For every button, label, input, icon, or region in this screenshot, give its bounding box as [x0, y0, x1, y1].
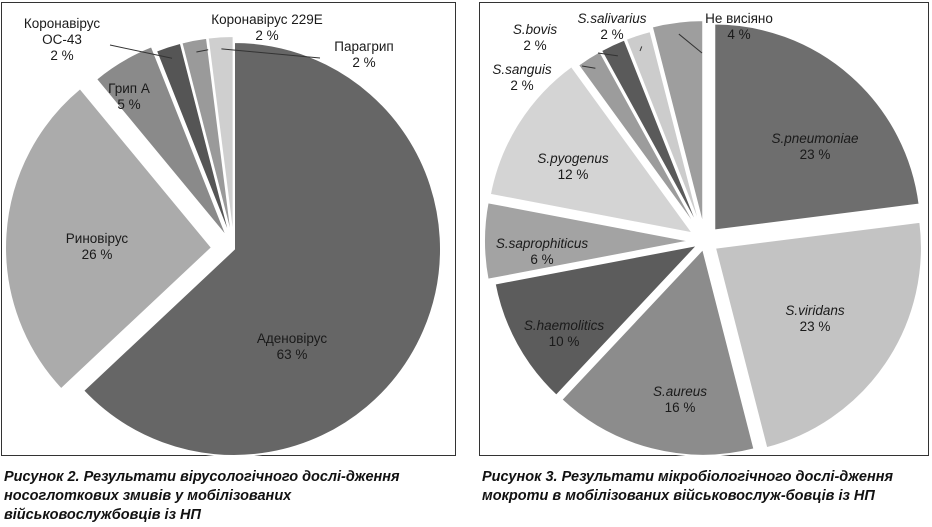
svg-text:Коронавірус 229E: Коронавірус 229E	[211, 12, 323, 27]
svg-text:OC-43: OC-43	[42, 32, 82, 47]
svg-text:Коронавірус: Коронавірус	[23, 16, 101, 31]
svg-text:Грип А: Грип А	[108, 81, 150, 96]
pie-chart-microbes	[480, 3, 928, 455]
chart-frame-microbes	[479, 2, 929, 456]
svg-text:Не висіяно: Не висіяно	[705, 11, 773, 26]
svg-text:2 %: 2 %	[50, 48, 74, 63]
svg-text:S.viridans: S.viridans	[785, 303, 845, 318]
svg-text:6 %: 6 %	[530, 252, 554, 267]
svg-text:S.salivarius: S.salivarius	[577, 11, 647, 26]
svg-text:S.saprophiticus: S.saprophiticus	[495, 236, 589, 251]
pie-chart-viruses	[2, 3, 455, 455]
pie-slice-s-pneumoniae	[714, 23, 919, 230]
svg-text:S.pneumoniae: S.pneumoniae	[771, 131, 859, 146]
svg-text:26 %: 26 %	[81, 247, 113, 262]
svg-text:2 %: 2 %	[255, 28, 279, 43]
svg-text:S.aureus: S.aureus	[652, 384, 708, 399]
svg-text:S.bovis: S.bovis	[512, 22, 558, 37]
svg-text:S.pyogenus: S.pyogenus	[537, 151, 609, 166]
svg-text:2 %: 2 %	[510, 78, 534, 93]
svg-text:S.sanguis: S.sanguis	[492, 62, 552, 77]
svg-text:S.haemolitics: S.haemolitics	[523, 318, 605, 333]
figure-caption-3: Рисунок 3. Результати мікробіологічного дослі-дження мокроти в мобілізованих військовослуж-бовців із НП	[482, 469, 894, 504]
svg-text:63 %: 63 %	[276, 347, 308, 362]
figure-caption-2: Рисунок 2. Результати вірусологічного дослі-дження носоглоткових змивів у мобілізованих військовослужбовців із НП	[4, 469, 400, 523]
svg-text:2 %: 2 %	[352, 55, 376, 70]
svg-text:Риновірус: Риновірус	[65, 231, 129, 246]
svg-text:10 %: 10 %	[548, 334, 580, 349]
chart-frame-viruses	[1, 2, 456, 456]
svg-text:4 %: 4 %	[727, 27, 751, 42]
svg-text:Аденовірус: Аденовірус	[256, 331, 328, 346]
svg-text:Парагрип: Парагрип	[334, 39, 394, 54]
svg-text:16 %: 16 %	[664, 400, 696, 415]
svg-text:2 %: 2 %	[523, 38, 547, 53]
svg-text:23 %: 23 %	[799, 319, 831, 334]
svg-text:2 %: 2 %	[600, 27, 624, 42]
svg-text:5 %: 5 %	[117, 97, 141, 112]
svg-text:12 %: 12 %	[557, 167, 589, 182]
svg-text:23 %: 23 %	[799, 147, 831, 162]
